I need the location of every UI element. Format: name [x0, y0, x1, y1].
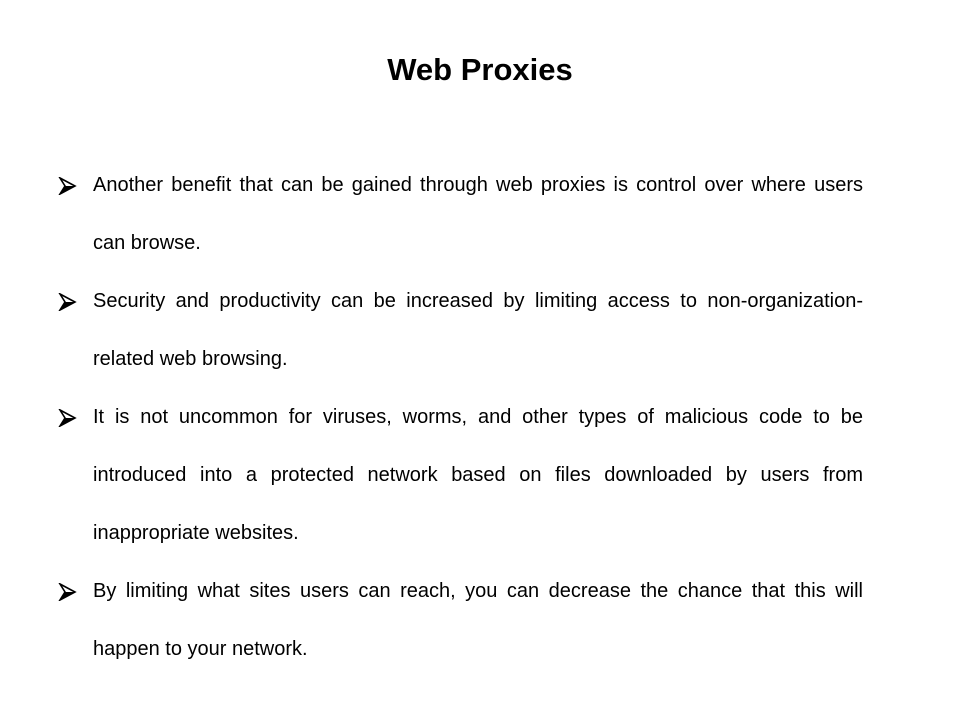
arrowhead-bullet-icon: [58, 583, 78, 601]
arrowhead-bullet-icon: [58, 177, 78, 195]
bullet-text: Another benefit that can be gained through web proxies is control over where users can browse.: [93, 174, 863, 254]
bullet-text: By limiting what sites users can reach, you can decrease the chance that this will happen to your network.: [93, 580, 863, 660]
slide-title: Web Proxies: [387, 52, 573, 87]
bullet-text: It is not uncommon for viruses, worms, and other types of malicious code to be introduced into a protected network based on files downloaded by users from inappropriate websites.: [93, 406, 863, 544]
bullet-item: [58, 156, 863, 272]
bullet-item: [58, 562, 863, 678]
arrowhead-bullet-icon: [58, 293, 78, 311]
bullet-item: [58, 388, 863, 562]
bullet-list: [58, 156, 863, 678]
bullet-item: [58, 272, 863, 388]
bullet-text: Security and productivity can be increased by limiting access to non-organization-related web browsing.: [93, 290, 863, 370]
arrowhead-bullet-icon: [58, 409, 78, 427]
